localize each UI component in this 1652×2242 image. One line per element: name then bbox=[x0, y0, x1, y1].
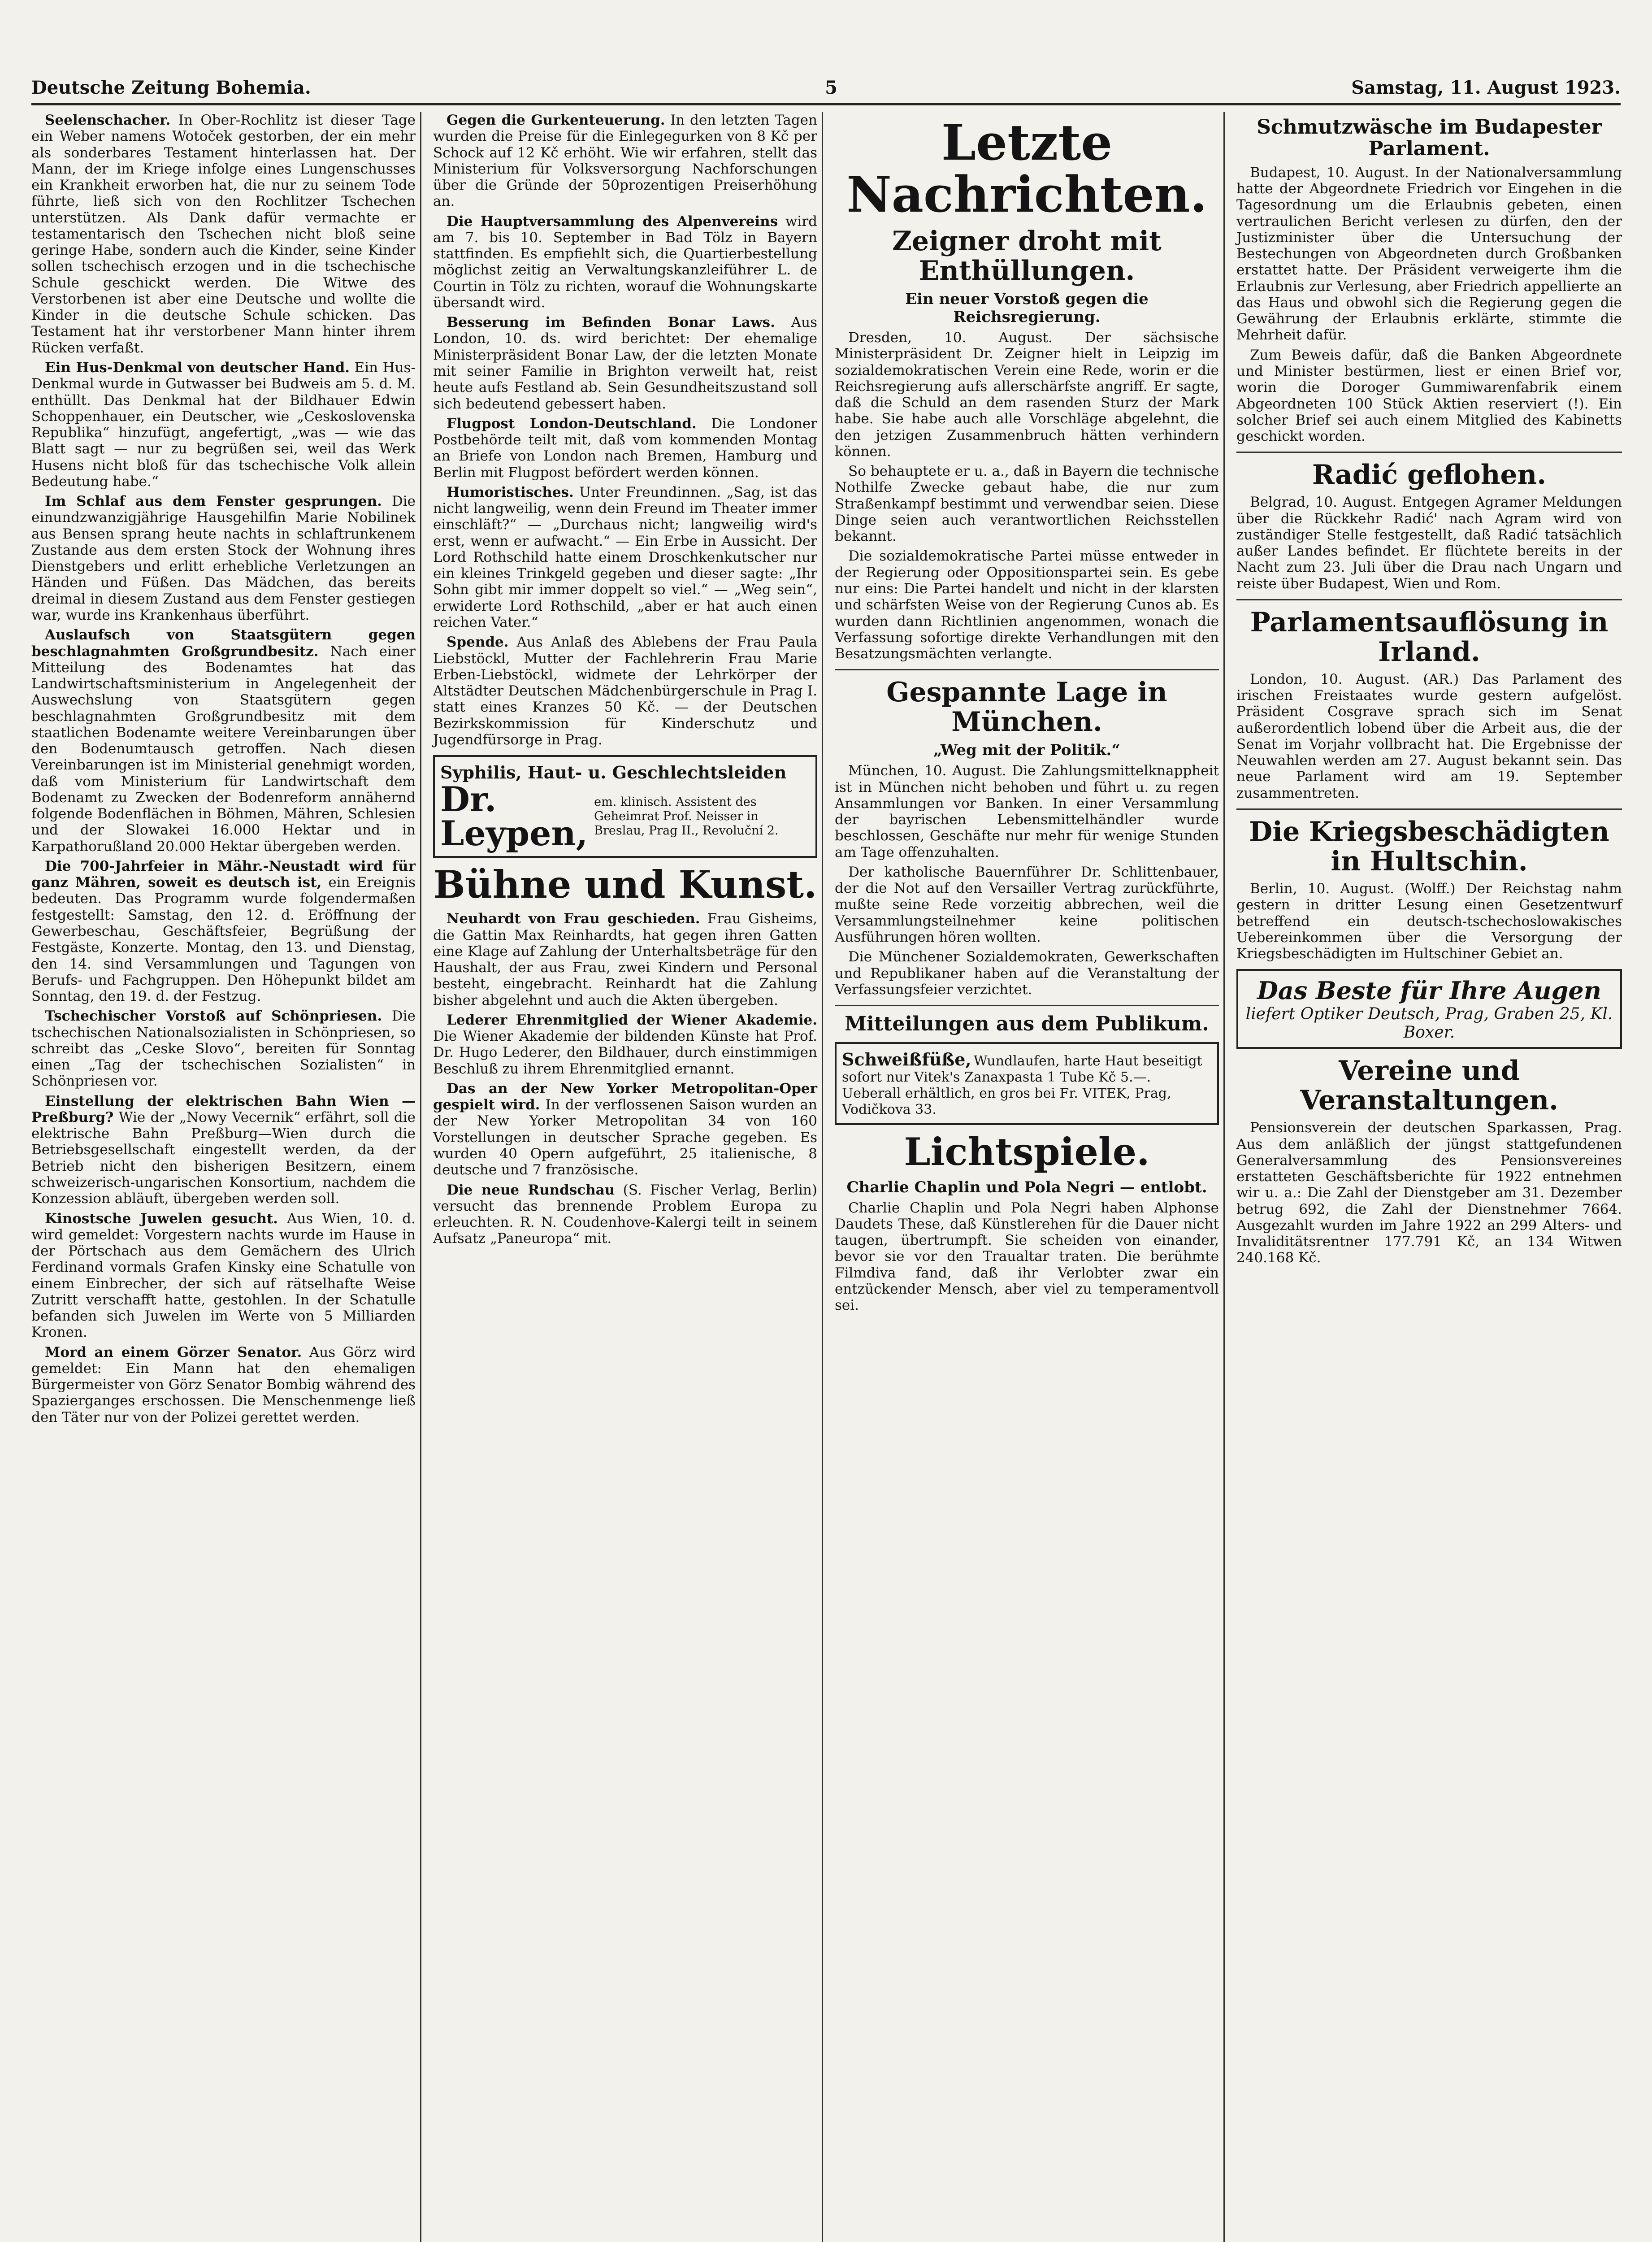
news-item-title: Tschechischer Vorstoß auf Schönpriesen. bbox=[45, 1008, 382, 1025]
column-4 bbox=[1232, 112, 1626, 2242]
news-item-text: Aus Anlaß des Ablebens der Frau Paula Liebstöckl, Mutter der Fachlehrerin Frau Marie Erben-Liebstöckl, widmete der Lehrkörper der Altstädter Deutschen Mädchenbürgerschule in Prag I. statt eines Kranzes 50 Kč. — der Deutschen Bezirkskommission für Kinderschutz und Jugendfürsorge in Prag. bbox=[433, 634, 817, 748]
column-2 bbox=[429, 112, 823, 2242]
masthead-date: Samstag, 11. August 1923. bbox=[1351, 77, 1621, 98]
ad-line-2: em. klinisch. Assistent des Geheimrat Prof. Neisser in Breslau, Prag II., Revoluční 2. bbox=[594, 795, 779, 838]
headline-hultschin: Die Kriegsbeschädigten in Hultschin. bbox=[1249, 816, 1609, 878]
article-paragraph: Zum Beweis dafür, daß die Banken Abgeordnete und Minister bestürmen, liest er einen Brief vor, worin die Doroger Gummiwarenfabrik einem Abgeordneten 100 Stück Aktien reserviert (!). Ein solcher Brief sei auch einem Mitglied des Kabinetts geschickt worden. bbox=[1236, 347, 1622, 445]
masthead-paper-name: Deutsche Zeitung Bohemia. bbox=[31, 77, 311, 98]
ad-vitek-text: Wundlaufen, harte Haut beseitigt sofort nur Vitek's Zanaxpasta 1 Tube Kč 5.—. Ueberall erhältlich, en gros bei Fr. VITEK, Prag, Vodičkova 33. bbox=[842, 1053, 1202, 1118]
news-item-title: Neuhardt von Frau geschieden. bbox=[447, 911, 700, 927]
news-item-text: In Ober-Rochlitz ist dieser Tage ein Weber namens Wotoček gestorben, der ein mehr als sonderbares Testament hinterlassen hat. Der Mann, der im Kriege infolge eines Lungenschusses ein Krankheit erworben hat, die nur zu seinem Tode führte, ließ sich von den Rochlitzer Tschechen unterstützen. Als Dank dafür vermachte er testamentarisch den Tschechen nicht bloß seine geringe Habe, sondern auch die Kinder, seine Kinder sollen tschechisch erzogen und in die tschechische Schule geschickt werden. Die Witwe des Verstorbenen ist aber eine Deutsche und wollte die Kinder in die deutsche Schule schicken. Das Testament hat ihr verstorbener Mann hinter ihrem Rücken verfaßt. bbox=[31, 112, 416, 356]
news-item bbox=[433, 911, 817, 1008]
article-paragraph: Die Münchener Sozialdemokraten, Gewerkschaften und Republikaner haben auf die Veranstaltung der Verfassungsfeier verzichtet. bbox=[835, 949, 1219, 998]
headline-zeigner: Zeigner droht mit Enthüllungen. bbox=[892, 226, 1162, 287]
ad-name: Dr. Leypen, bbox=[440, 779, 588, 854]
news-item bbox=[433, 634, 817, 748]
news-item bbox=[433, 1012, 817, 1077]
article-paragraph: Belgrad, 10. August. Entgegen Agramer Meldungen über die Rückkehr Radić' nach Agram wird von zuständiger Stelle festgestellt, daß Radić tatsächlich außer Landes befindet. Er flüchtete bereits in der Nacht zum 23. Juli über die Drau nach Ungarn und reiste über Budapest, Wien und Rom. bbox=[1236, 494, 1622, 592]
divider bbox=[1236, 808, 1622, 810]
news-item-text: Die Wiener Akademie der bildenden Künste hat Prof. Dr. Hugo Lederer, den Bildhauer, durch einstimmigen Beschluß zu ihrem Ehrenmitglied ernannt. bbox=[433, 1028, 817, 1077]
news-item-text: Frau Gisheims, die Gattin Max Reinhardts, hat gegen ihren Gatten eine Klage auf Zahlung der Unterhaltsbeträge für den Haushalt, der aus Frau, zwei Kindern und Personal besteht, eingebracht. Reinhardt hat die Zahlung bisher abgelehnt und auch die Akten übergeben. bbox=[433, 911, 817, 1008]
news-item bbox=[433, 112, 817, 210]
news-item-text: ein Ereignis bedeuten. Das Programm wurde folgendermaßen festgestellt: Samstag, den 12. d. Eröffnung der Gewerbeschau, Geschäftsfeier, Begrüßung der Festgäste, Konzerte. Montag, den 13. und Dienstag, den 14. sind Versammlungen und Tagungen von Berufs- und Fachgruppen. Den Höhepunkt bildet am Sonntag, den 19. d. der Festzug. bbox=[31, 874, 416, 1005]
news-item-title: Die neue Rundschau bbox=[447, 1182, 615, 1198]
divider bbox=[835, 1005, 1219, 1006]
subheadline-zeigner: Ein neuer Vorstoß gegen die Reichsregierung. bbox=[905, 290, 1149, 326]
column-3 bbox=[830, 112, 1225, 2242]
headline-irland: Parlamentsauflösung in Irland. bbox=[1250, 606, 1609, 668]
subheadline-muenchen: „Weg mit der Politik.“ bbox=[933, 741, 1120, 760]
headline-muenchen: Gespannte Lage in München. bbox=[886, 677, 1167, 738]
news-item-title: Im Schlaf aus dem Fenster gesprungen. bbox=[45, 493, 382, 510]
masthead bbox=[31, 72, 1621, 105]
article-paragraph: München, 10. August. Die Zahlungsmittelknappheit ist in München nicht behoben und führt u. zu regen Ansammlungen vor Banken. In einer Versammlung der bayrischen Lebensmittelhändler wurde beschlossen, Geschäfte nur mehr für wenige Stunden am Tage offenzuhalten. bbox=[835, 763, 1219, 860]
news-item-title: Auslaufsch von Staatsgütern gegen beschlagnahmten Großgrundbesitz. bbox=[31, 627, 416, 660]
news-item bbox=[433, 1182, 817, 1247]
news-item-text: wird am 7. bis 10. September in Bad Tölz in Bayern stattfinden. Es empfiehlt sich, die Quartierbestellung möglichst zeitig an Verwaltungskanzleiführer L. de Courtin in Tölz zu richten, worauf die Wohnungskarte übersandt wird. bbox=[433, 213, 817, 311]
headline-chaplin-negri: Charlie Chaplin und Pola Negri — entlobt. bbox=[846, 1178, 1207, 1196]
divider bbox=[1236, 452, 1622, 453]
advertisement-vitek bbox=[835, 1042, 1219, 1125]
masthead-page-number: 5 bbox=[825, 77, 837, 98]
advertisement-dr-leypen bbox=[433, 755, 817, 858]
article-paragraph: London, 10. August. (AR.) Das Parlament des irischen Freistaates wurde gestern aufgelöst. Präsident Cosgrave sprach sich im Senat außerordentlich lobend über die Arbeit aus, die der Senat im Vorjahr vollbracht hat. Die Ergebnisse der Neuwahlen werden am 27. August bekannt sein. Das neue Parlament wird am 19. September zusammentreten. bbox=[1236, 671, 1622, 801]
news-item-text: Wie der „Nowy Vecernik“ erfährt, soll die elektrische Bahn Preßburg—Wien durch die Betriebsgesellschaft eingestellt werden, da der Betrieb nicht den bisherigen Besitzern, einem schweizerisch-ungarischen Konsortium, nachdem die Konzession abläuft, übergeben werden soll. bbox=[31, 1109, 416, 1207]
news-item bbox=[433, 213, 817, 311]
news-item-title: Mord an einem Görzer Senator. bbox=[45, 1344, 302, 1360]
news-item bbox=[433, 416, 817, 481]
news-item-text: Aus Görz wird gemeldet: Ein Mann hat den ehemaligen Bürgermeister von Görz Senator Bombig während des Spazierganges erschossen. Die Menschenmenge ließ den Täter nur von der Polizei gerettet werden. bbox=[31, 1344, 416, 1425]
news-item-text: (S. Fischer Verlag, Berlin) versucht das brennende Problem Europa zu erleuchten. R. N. Coudenhove-Kalergi teilt in seinem Aufsatz „Paneuropa“ mit. bbox=[433, 1182, 817, 1247]
news-item bbox=[433, 314, 817, 412]
news-item-title: Flugpost London-Deutschland. bbox=[447, 415, 697, 432]
news-item-title: Gegen die Gurkenteuerung. bbox=[447, 112, 665, 128]
news-item-text: In der verflossenen Saison wurden an der New Yorker Metropolitan 34 von 160 Vorstellungen in deutscher Sprache gegeben. Es wurden 40 Opern aufgeführt, 25 italienische, 8 deutsche und 7 französische. bbox=[433, 1097, 817, 1178]
news-item-title: Lederer Ehrenmitglied der Wiener Akademie. bbox=[447, 1012, 817, 1028]
news-item bbox=[31, 1093, 416, 1207]
news-item-title: Die 700-Jahrfeier in Mähr.-Neustadt wird für ganz Mähren, soweit es deutsch ist, bbox=[31, 858, 416, 891]
news-item-text: Unter Freundinnen. „Sag, ist das nicht langweilig, wenn dein Freund im Theater immer einschläft?“ — „Durchaus nicht; langweilig wird's erst, wenn er aufwacht.“ — Ein Erbe in Aussicht. Der Lord Rothschild hatte einem Droschkenkutscher nur ein kleines Trinkgeld gegeben und dieser sagte: „Ihr Sohn gibt mir immer doppelt so viel.“ — „Weg sein“, erwiderte Lord Rothschild, „aber er hat auch einen reichen Vater.“ bbox=[433, 484, 817, 630]
ad-optiker-sub: liefert Optiker Deutsch, Prag, Graben 25, Kl. Boxer. bbox=[1245, 1005, 1613, 1042]
section-mitteilungen: Mitteilungen aus dem Publikum. bbox=[845, 1012, 1209, 1036]
news-item-text: Die tschechischen Nationalsozialisten in Schönpriesen, so schreibt das „Ceske Slovo“, bereiten für Sonntag einen „Tag der tschechischen Sozialisten“ in Schönpriesen vor. bbox=[31, 1008, 416, 1090]
news-item bbox=[31, 493, 416, 623]
news-item-title: Seelenschacher. bbox=[45, 112, 171, 128]
news-item bbox=[31, 1211, 416, 1341]
news-item-title: Die Hauptversammlung des Alpenvereins bbox=[447, 213, 778, 230]
section-letzte-nachrichten: Letzte Nachrichten. bbox=[846, 113, 1207, 223]
divider bbox=[835, 669, 1219, 670]
news-item-title: Kinostsche Juwelen gesucht. bbox=[45, 1210, 278, 1227]
news-item-title: Einstellung der elektrischen Bahn Wien — Preßburg? bbox=[31, 1093, 416, 1125]
article-paragraph: Pensionsverein der deutschen Sparkassen, Prag. Aus dem anläßlich der jüngst stattgefundenen Generalversammlung des Pensionsvereines erstatteten Geschäftsberichte für 1922 entnehmen wir u. a.: Die Zahl der Dienstgeber am 31. Dezember betrug 692, die Zahl der Dienstnehmer 7664. Ausgezahlt wurden im Jahre 1922 an 299 Alters- und Invaliditätsrentner 177.791 Kč, an 134 Witwen 240.168 Kč. bbox=[1236, 1120, 1622, 1266]
headline-budapest: Schmutzwäsche im Budapester Parlament. bbox=[1257, 116, 1602, 161]
news-item-title: Humoristisches. bbox=[447, 484, 574, 500]
news-item-title: Das an der New Yorker Metropolitan-Oper gespielt wird. bbox=[433, 1080, 817, 1113]
article-paragraph: Budapest, 10. August. In der Nationalversammlung hatte der Abgeordnete Friedrich vor Eingehen in die Tagesordnung um die Erlaubnis gebeten, einen vertraulichen Bericht verlesen zu dürfen, den der Justizminister über die Untersuchung der Bestechungen von Abgeordneten durch Großbanken erstattet hatte. Der Präsident verweigerte ihm die Erlaubnis zur Verlesung, aber Friedrich appellierte an das Haus und obwohl sich die Regierung gegen die Gewährung der Erlaubnis erklärte, stimmte die Mehrheit dafür. bbox=[1236, 164, 1622, 343]
news-item bbox=[31, 1344, 416, 1425]
ad-line-1: Syphilis, Haut- u. Geschlechtsleiden bbox=[440, 762, 787, 783]
advertisement-optiker-deutsch bbox=[1236, 969, 1622, 1049]
news-item-text: Aus Wien, 10. d. wird gemeldet: Vorgestern nachts wurde im Hause in der Pörtschach aus dem Gemächern des Ulrich Ferdinand vormals Grafen Kinsky eine Schatulle von einem Einbrecher, der sich auf rätselhafte Weise Zutritt verschafft hatte, gestohlen. In der Schatulle befanden sich Juwelen im Werte von 5 Milliarden Kronen. bbox=[31, 1210, 416, 1341]
article-paragraph: Berlin, 10. August. (Wolff.) Der Reichstag nahm gestern in dritter Lesung einen Gesetzentwurf betreffend ein deutsch-tschechoslowakisches Uebereinkommen über die Versorgung der Kriegsbeschädigten im Hultschiner Gebiet an. bbox=[1236, 881, 1622, 962]
news-item bbox=[31, 627, 416, 855]
news-item-title: Spende. bbox=[447, 634, 509, 651]
section-lichtspiele: Lichtspiele. bbox=[904, 1130, 1150, 1174]
column-1 bbox=[27, 112, 421, 2242]
news-item bbox=[433, 1081, 817, 1178]
news-item bbox=[31, 360, 416, 490]
news-item bbox=[31, 112, 416, 356]
article-paragraph: Dresden, 10. August. Der sächsische Ministerpräsident Dr. Zeigner hielt in Leipzig im sozialdemokratischen Verein eine Rede, worin er die Reichsregierung aufs allerschärfste angriff. Er sagte, daß die Schuld an dem rasenden Sturz der Mark habe. Sie habe auch alle Vorschläge abgelehnt, die den jetzigen Zusammenbruch hätten verhindern können. bbox=[835, 330, 1219, 460]
headline-radic: Radić geflohen. bbox=[1312, 459, 1547, 491]
ad-optiker-head: Das Beste für Ihre Augen bbox=[1257, 976, 1601, 1005]
news-item bbox=[433, 484, 817, 630]
news-item bbox=[31, 1008, 416, 1089]
divider bbox=[1236, 599, 1622, 600]
news-item-text: Aus London, 10. ds. wird berichtet: Der ehemalige Ministerpräsident Bonar Law, der die letzten Monate mit seiner Familie in Brighton verweilt hat, reist heute aufs Festland ab. Sein Gesundheitszustand soll sich bedeutend gebessert haben. bbox=[433, 314, 817, 412]
article-paragraph: Charlie Chaplin und Pola Negri haben Alphonse Daudets These, daß Künstlerehen für die Dauer nicht taugen, übertrumpft. Sie scheiden von einander, bevor sie vor den Traualtar traten. Die berühmte Filmdiva fand, daß ihr Verlobter zwar ein entzückender Mensch, aber viel zu temperamentvoll sei. bbox=[835, 1199, 1219, 1314]
section-buehne-und-kunst: Bühne und Kunst. bbox=[433, 862, 817, 907]
news-item-title: Ein Hus-Denkmal von deutscher Hand. bbox=[45, 359, 350, 376]
news-item-text: Nach einer Mitteilung des Bodenamtes hat das Landwirtschaftsministerium in Angelegenheit der Auswechslung von Staatsgütern gegen beschlagnahmten Großgrundbesitz mit dem staatlichen Bodenamte weitere Vereinbarungen über den Bodenumtausch getroffen. Nach diesen Vereinbarungen ist im Ministerial genehmigt worden, daß vom Ministerium für Landwirtschaft dem Bodenamt zu Zwecken der Bodenreform annähernd folgende Bodenflächen in Böhmen, Mähren, Schlesien und der Slowakei 16.000 Hektar und in Karpathorußland 20.000 Hektar übergeben werden. bbox=[31, 643, 416, 855]
news-item-title: Besserung im Befinden Bonar Laws. bbox=[447, 314, 775, 331]
article-paragraph: Der katholische Bauernführer Dr. Schlittenbauer, der die Not auf den Versailler Vertrag zurückführte, mußte seine Rede vorzeitig abbrechen, weil die Versammlungsteilnehmer keine politischen Ausführungen hören wollten. bbox=[835, 864, 1219, 945]
article-paragraph: Die sozialdemokratische Partei müsse entweder in der Regierung oder Oppositionspartei sein. Es gebe nur eins: Die Partei handelt und nicht in der klarsten und schärfsten Weise von der Regierung Cunos ab. Es wurden dann Richtlinien angenommen, wonach die Verfassung sofortige direkte Verhandlungen mit den Besatzungsmächten verlangte. bbox=[835, 548, 1219, 662]
news-item-text: Die einundzwanzigjährige Hausgehilfin Marie Nobilinek aus Bensen sprang heute nachts in schlaftrunkenem Zustande aus dem ersten Stock der Wohnung ihres Dienstgebers und erlitt erhebliche Verletzungen an Händen und Füßen. Das Mädchen, das bereits dreimal in diesem Zustand aus dem Fenster gestiegen war, wurde ins Krankenhaus überführt. bbox=[31, 493, 416, 623]
news-item-text: Ein Hus-Denkmal wurde in Gutwasser bei Budweis am 5. d. M. enthüllt. Das Denkmal hat der Bildhauer Edwin Schoppenhauer, ein Deutscher, wie „Ceskoslovenska Republika“ hinzufügt, angefertigt, „was — wie das Blatt sagt — nur zu begrüßen sei, weil das Werk Husens nicht bloß für das tschechische Volk allein Bedeutung habe.“ bbox=[31, 359, 416, 490]
section-vereine: Vereine und Veranstaltungen. bbox=[1300, 1055, 1559, 1117]
news-item-text: In den letzten Tagen wurden die Preise für die Einlegegurken von 8 Kč per Schock auf 12 Kč erhöht. Wie wir erfahren, stellt das Ministerium für Volksversorgung Nachforschungen über die Gründe der 50prozentigen Preiserhöhung an. bbox=[433, 112, 817, 210]
ad-vitek-head: Schweißfüße, bbox=[842, 1049, 971, 1070]
article-paragraph: So behauptete er u. a., daß in Bayern die technische Nothilfe Zwecke gebaut habe, die nur zum Straßenkampf bestimmt und verwendbar seien. Diese Dinge seien auch verantwortlichen Reichsstellen bekannt. bbox=[835, 463, 1219, 545]
news-item bbox=[31, 858, 416, 1004]
columns bbox=[27, 112, 1627, 2242]
news-item-text: Die Londoner Postbehörde teilt mit, daß vom kommenden Montag an Briefe von London nach Bremen, Hamburg und Berlin mit Flugpost befördert werden können. bbox=[433, 415, 818, 481]
